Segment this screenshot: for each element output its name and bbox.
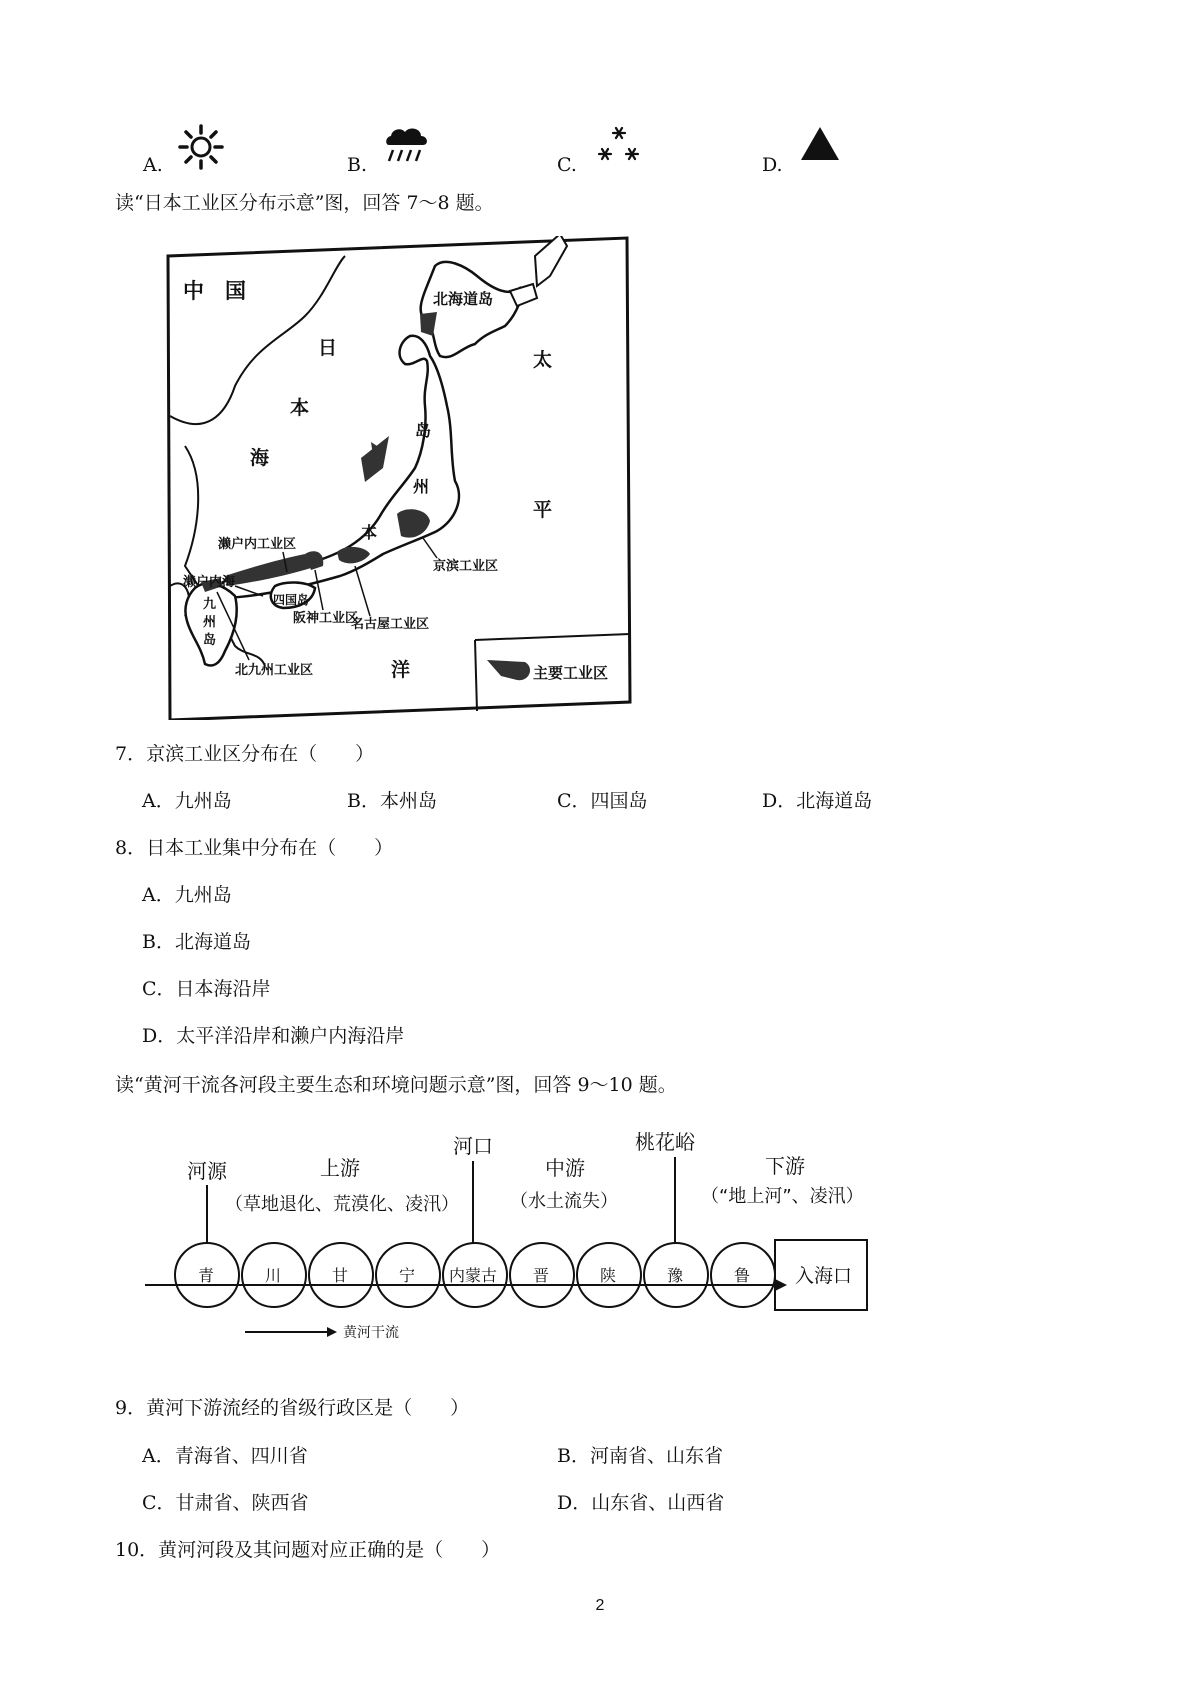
label-nagoya: 名古屋工业区 xyxy=(351,617,430,632)
label-honshu-ben: 本 xyxy=(361,523,378,542)
label-hokkaido: 北海道岛 xyxy=(433,290,494,308)
province-neimenggu: 内蒙古 xyxy=(449,1266,498,1285)
label-tai: 太 xyxy=(533,349,553,371)
q7-stem: 7．京滨工业区分布在（ ） xyxy=(115,743,375,765)
label-hanshin: 阪神工业区 xyxy=(293,611,359,626)
label-sea-hai: 海 xyxy=(250,447,270,469)
label-upper: 上游 xyxy=(320,1156,360,1180)
intro-yellow-river: 读“黄河干流各河段主要生态和环境问题示意”图，回答 9～10 题。 xyxy=(115,1074,677,1096)
q8-option-c: C．日本海沿岸 xyxy=(142,978,271,1000)
q8-option-d: D．太平洋沿岸和濑户内海沿岸 xyxy=(142,1025,405,1047)
label-arrow: 黄河干流 xyxy=(343,1325,399,1341)
intro-japan-map: 读“日本工业区分布示意”图，回答 7～8 题。 xyxy=(115,192,494,214)
label-lower: 下游 xyxy=(765,1154,805,1178)
province-chuan: 川 xyxy=(265,1266,282,1285)
q7-option-d: D．北海道岛 xyxy=(762,790,873,812)
label-setouchi-industrial: 濑户内工业区 xyxy=(218,537,297,552)
yellow-river-diagram xyxy=(145,1125,885,1345)
q9-option-c: C．甘肃省、陕西省 xyxy=(142,1492,309,1514)
label-ping: 平 xyxy=(533,499,553,521)
mountain-icon xyxy=(798,124,842,164)
q8-option-b: B．北海道岛 xyxy=(142,931,251,953)
label-hekou: 河口 xyxy=(453,1134,493,1158)
province-shaan: 陕 xyxy=(600,1266,617,1285)
label-middle: 中游 xyxy=(545,1156,585,1180)
q7-option-c: C．四国岛 xyxy=(557,790,648,812)
label-honshu-zhou: 州 xyxy=(413,477,430,496)
q7-option-b: B．本州岛 xyxy=(347,790,437,812)
label-kyushu-3: 岛 xyxy=(203,633,217,648)
option-letter: C. xyxy=(557,154,577,176)
label-upper-issues: （草地退化、荒漠化、凌汛） xyxy=(225,1194,459,1215)
province-yu: 豫 xyxy=(667,1266,684,1285)
province-qing: 青 xyxy=(198,1266,215,1285)
q9-option-d: D．山东省、山西省 xyxy=(557,1492,725,1514)
label-keihin: 京滨工业区 xyxy=(433,559,499,574)
q9-stem: 9．黄河下游流经的省级行政区是（ ） xyxy=(115,1397,470,1419)
sun-icon xyxy=(178,124,224,170)
label-kitakyushu: 北九州工业区 xyxy=(235,663,314,678)
japan-map-svg xyxy=(165,236,632,720)
option-letter: B. xyxy=(347,154,368,176)
label-setouchi-sea: 濑户内海 xyxy=(183,575,236,590)
label-kyushu-1: 九 xyxy=(203,597,217,612)
snow-icon xyxy=(596,124,642,168)
legend-label: 主要工业区 xyxy=(533,664,609,682)
province-gan: 甘 xyxy=(332,1266,349,1285)
label-source: 河源 xyxy=(187,1159,227,1183)
japan-industrial-map xyxy=(165,236,632,720)
q9-option-b: B．河南省、山东省 xyxy=(557,1445,723,1467)
q8-option-a: A．九州岛 xyxy=(142,884,232,906)
province-jin: 晋 xyxy=(533,1266,550,1285)
label-sea-mouth: 入海口 xyxy=(795,1265,853,1287)
label-lower-issues: （“地上河”、凌汛） xyxy=(701,1186,864,1207)
q8-stem: 8．日本工业集中分布在（ ） xyxy=(115,837,394,859)
province-ning: 宁 xyxy=(399,1266,416,1285)
label-sea-ben: 本 xyxy=(290,397,310,419)
label-yang: 洋 xyxy=(391,659,411,681)
q7-option-a: A．九州岛 xyxy=(142,790,232,812)
option-letter: D. xyxy=(762,154,783,176)
rain-cloud-icon xyxy=(383,123,431,169)
label-china: 中 国 xyxy=(183,279,246,303)
label-honshu-dao: 岛 xyxy=(415,421,432,440)
label-kyushu-2: 州 xyxy=(203,615,217,630)
province-lu: 鲁 xyxy=(734,1266,751,1285)
label-sea-ri: 日 xyxy=(318,337,338,359)
label-taohuayu: 桃花峪 xyxy=(635,1130,695,1154)
option-letter: A. xyxy=(143,154,163,176)
page-number: 2 xyxy=(595,1597,605,1614)
label-shikoku: 四国岛 xyxy=(273,593,310,607)
label-middle-issues: （水土流失） xyxy=(510,1191,618,1212)
q9-option-a: A．青海省、四川省 xyxy=(142,1445,308,1467)
river-diagram-svg xyxy=(145,1125,885,1345)
q10-stem: 10．黄河河段及其问题对应正确的是（ ） xyxy=(115,1539,501,1561)
